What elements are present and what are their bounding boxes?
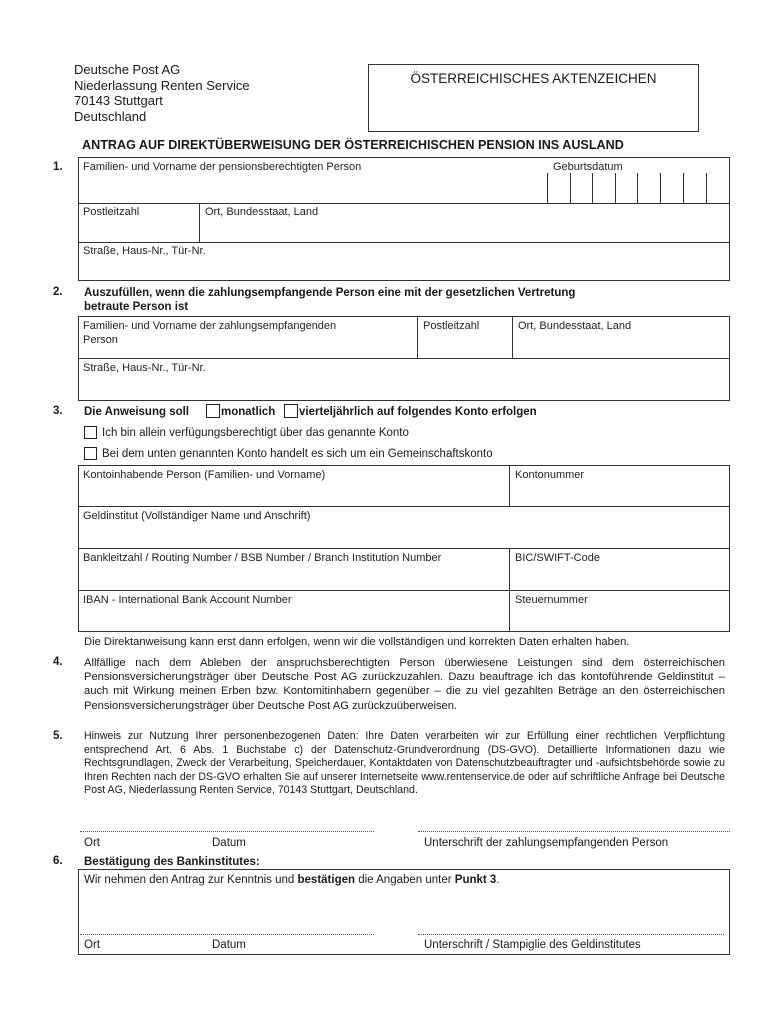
- address-line: Deutsche Post AG: [74, 62, 181, 77]
- sole-owner-label: Ich bin allein verfügungsberechtigt über das genannte Konto: [102, 427, 409, 439]
- recipient-postcode-field[interactable]: Postleitzahl: [423, 320, 480, 332]
- confirmation-text-part: Wir nehmen den Antrag zur Kenntnis und: [84, 874, 298, 886]
- section-number: 4.: [53, 656, 63, 668]
- bank-name-field[interactable]: Geldinstitut (Vollständiger Name und Anschrift): [83, 510, 311, 522]
- section-number: 1.: [53, 161, 63, 173]
- transfer-intro: Die Anweisung soll: [84, 406, 190, 418]
- recipient-street-field[interactable]: Straße, Haus-Nr., Tür-Nr.: [83, 362, 206, 374]
- joint-account-checkbox[interactable]: [84, 447, 97, 460]
- section-2-heading: Auszufüllen, wenn die zahlungsempfangende Person eine mit der gesetzlichen Vertretung: [84, 287, 576, 299]
- sole-owner-checkbox[interactable]: [84, 426, 97, 439]
- joint-account-label: Bei dem unten genannten Konto handelt es sich um ein Gemeinschaftskonto: [102, 448, 493, 460]
- recipient-name-label: Familien- und Vorname der zahlungsempfangenden: [83, 320, 337, 332]
- address-line: Niederlassung Renten Service: [74, 77, 250, 93]
- confirmation-text-part: bestätigen: [297, 874, 356, 886]
- address-line: Deutschland: [74, 108, 147, 124]
- quarterly-checkbox[interactable]: [284, 404, 298, 418]
- bank-confirmation-text: [84, 873, 500, 887]
- monthly-checkbox[interactable]: [206, 404, 220, 418]
- aktenzeichen-field[interactable]: [368, 64, 699, 132]
- bank-signature-line[interactable]: [418, 934, 724, 935]
- street-field[interactable]: Straße, Haus-Nr., Tür-Nr.: [83, 245, 206, 257]
- postcode-field[interactable]: Postleitzahl: [83, 206, 140, 218]
- form-title: ANTRAG AUF DIREKTÜBERWEISUNG DER ÖSTERREICHISCHEN PENSION INS AUSLAND: [82, 138, 624, 152]
- bank-date-label: Datum: [212, 939, 246, 951]
- tax-number-field[interactable]: Steuernummer: [515, 594, 588, 606]
- bank-signature-label: Unterschrift / Stampiglie des Geldinstitutes: [424, 939, 641, 951]
- recipient-name-field[interactable]: [83, 319, 336, 347]
- place-label: Ort: [84, 837, 100, 849]
- recipient-name-label: Person: [83, 334, 118, 346]
- routing-number-field[interactable]: Bankleitzahl / Routing Number / BSB Number / Branch Institution Number: [83, 552, 442, 564]
- account-holder-field[interactable]: Kontoinhabende Person (Familien- und Vorname): [83, 469, 326, 481]
- account-number-field[interactable]: Kontonummer: [515, 469, 585, 481]
- bank-place-label: Ort: [84, 939, 100, 951]
- section-number: 3.: [53, 405, 63, 417]
- section-1-table: [78, 157, 730, 281]
- repayment-clause: Allfällige nach dem Ableben der anspruchsberechtigten Person überwiesene Leistungen sind dem österreichischen Pensionsversicherungsträger über Deutsche Post AG zurückzuzahlen. Dazu beauftrage ich das kontoführende Geldinstitut – auch mit Wirkung meinen Erben bzw. Kontomitinhabern gegenüber – die zu viel gezahlten Beträge an den österreichischen Pensionsversicherungsträger über Deutsche Post AG zurückzuüberweisen.: [84, 657, 725, 712]
- section-number: 2.: [53, 286, 63, 298]
- bank-confirmation-heading: Bestätigung des Bankinstitutes:: [84, 856, 260, 868]
- date-label: Datum: [212, 837, 246, 849]
- section-number: 5.: [53, 730, 63, 742]
- place-date-line[interactable]: [80, 831, 374, 832]
- completeness-note: Die Direktanweisung kann erst dann erfolgen, wenn wir die vollständigen und korrekten Daten erhalten haben.: [84, 636, 630, 648]
- signature-label: Unterschrift der zahlungsempfangenden Person: [424, 837, 669, 849]
- aktenzeichen-label: ÖSTERREICHISCHES AKTENZEICHEN: [410, 71, 657, 86]
- bic-field[interactable]: BIC/SWIFT-Code: [515, 552, 600, 564]
- section-number: 6.: [53, 855, 63, 867]
- sender-address: [74, 62, 250, 124]
- section-2-heading: betraute Person ist: [84, 301, 189, 313]
- address-line: 70143 Stuttgart: [74, 93, 163, 108]
- confirmation-text-part: .: [496, 874, 500, 886]
- quarterly-label: vierteljährlich auf folgendes Konto erfolgen: [299, 406, 537, 418]
- confirmation-text-part: die Angaben unter: [355, 874, 455, 886]
- recipient-city-field[interactable]: Ort, Bundesstaat, Land: [518, 320, 632, 332]
- privacy-notice: Hinweis zur Nutzung Ihrer personenbezogenen Daten: Ihre Daten verarbeiten wir zur Erfüllung einer rechtlichen Verpflichtung entsprechend Art. 6 Abs. 1 Buchstabe c) der Datenschutz-Grundverordnung (DS-GVO). Detaillierte Informationen dazu wie Rechtsgrundlagen, Zweck der Verarbeitung, Speicherdauer, Kontaktdaten von Datenschutzbeauftragter und -aufsichtsbehörde sowie zu Ihren Rechten nach der DS-GVO erhalten Sie auf unserer Internetseite www.rentenservice.de oder auf schriftliche Anfrage bei Deutsche Post AG, Niederlassung Renten Service, 70143 Stuttgart, Deutschland.: [84, 730, 725, 797]
- iban-field[interactable]: IBAN - International Bank Account Number: [83, 594, 292, 606]
- city-field[interactable]: Ort, Bundesstaat, Land: [205, 206, 319, 218]
- bank-place-date-line[interactable]: [80, 934, 374, 935]
- recipient-signature-line[interactable]: [418, 831, 730, 832]
- confirmation-text-part: Punkt 3: [454, 874, 497, 886]
- birthdate-field[interactable]: Geburtsdatum: [553, 161, 623, 173]
- monthly-label: monatlich: [221, 406, 276, 418]
- name-field[interactable]: Familien- und Vorname der pensionsberechtigten Person: [83, 161, 362, 173]
